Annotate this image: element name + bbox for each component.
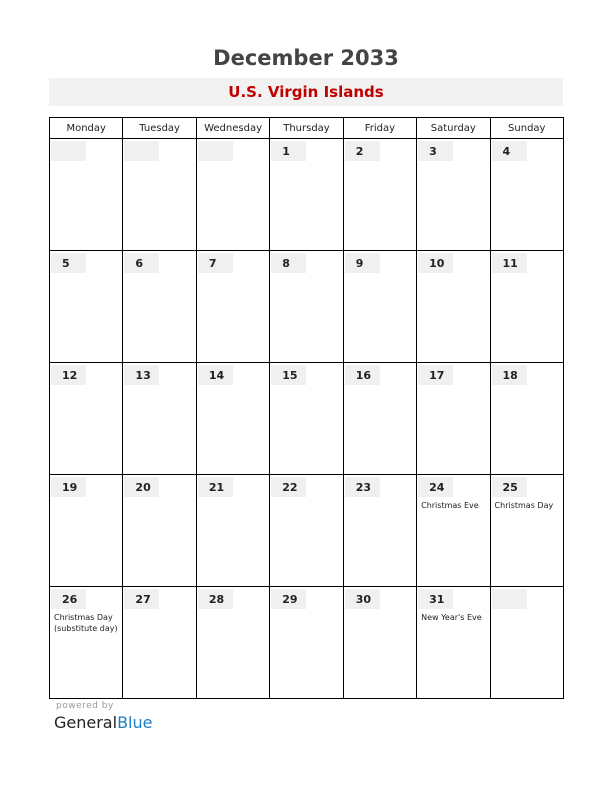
day-number-badge xyxy=(198,253,233,273)
day-cell xyxy=(196,475,269,587)
day-number-badge xyxy=(492,141,527,161)
weekday-header-row xyxy=(50,118,564,139)
day-number: 31 xyxy=(429,592,445,606)
day-number-badge xyxy=(51,253,86,273)
day-number-badge xyxy=(198,141,233,161)
day-number: 16 xyxy=(355,368,371,382)
week-row xyxy=(50,139,564,251)
day-cell xyxy=(417,139,490,251)
day-number: 12 xyxy=(62,368,78,382)
day-number-badge xyxy=(51,477,86,497)
day-number: 9 xyxy=(355,256,364,270)
day-number: 11 xyxy=(502,256,518,270)
day-number: 2 xyxy=(355,144,364,158)
day-cell xyxy=(270,251,343,363)
day-number-badge xyxy=(345,253,380,273)
day-number-badge xyxy=(198,477,233,497)
weekday-header: Sunday xyxy=(490,118,563,139)
day-number: 13 xyxy=(135,368,151,382)
day-number-badge xyxy=(492,477,527,497)
day-cell xyxy=(343,251,416,363)
day-number: 27 xyxy=(135,592,151,606)
day-cell xyxy=(50,363,123,475)
day-number-badge xyxy=(271,141,306,161)
day-number: 5 xyxy=(62,256,70,270)
day-number-badge xyxy=(271,253,306,273)
day-cell xyxy=(417,587,490,699)
day-cell xyxy=(123,251,196,363)
holiday-label: Christmas Eve xyxy=(421,501,479,510)
day-number: 17 xyxy=(429,368,445,382)
day-cell xyxy=(123,587,196,699)
day-number: 25 xyxy=(502,480,518,494)
day-number: 7 xyxy=(208,256,217,270)
day-number-badge xyxy=(124,477,159,497)
day-number: 30 xyxy=(355,592,371,606)
day-cell xyxy=(270,587,343,699)
day-cell xyxy=(417,363,490,475)
day-number-badge xyxy=(51,589,86,609)
day-cell xyxy=(490,139,563,251)
day-number: 26 xyxy=(62,592,78,606)
weekday-header: Monday xyxy=(50,118,123,139)
day-number-badge xyxy=(418,589,453,609)
day-cell xyxy=(417,251,490,363)
day-cell xyxy=(490,587,563,699)
powered-by-label: powered by xyxy=(56,701,114,711)
day-number: 1 xyxy=(282,144,290,158)
holiday-label: Christmas Day (substitute day) xyxy=(54,613,118,633)
day-number-badge xyxy=(51,141,86,161)
week-row xyxy=(50,363,564,475)
day-cell xyxy=(417,475,490,587)
day-number: 14 xyxy=(208,368,225,382)
day-cell xyxy=(123,475,196,587)
day-number-badge xyxy=(271,589,306,609)
day-cell xyxy=(490,363,563,475)
day-number: 6 xyxy=(135,256,144,270)
brand-general: General xyxy=(54,713,118,732)
day-number-badge xyxy=(124,141,159,161)
day-number: 8 xyxy=(282,256,290,270)
day-number: 10 xyxy=(429,256,445,270)
day-number: 28 xyxy=(208,592,225,606)
day-number-badge xyxy=(492,589,527,609)
day-cell xyxy=(343,363,416,475)
day-cell xyxy=(490,251,563,363)
day-number-badge xyxy=(271,365,306,385)
day-number: 4 xyxy=(502,144,511,158)
day-number: 22 xyxy=(282,480,298,494)
day-cell xyxy=(123,363,196,475)
day-cell xyxy=(343,587,416,699)
week-row xyxy=(50,251,564,363)
day-number: 18 xyxy=(502,368,518,382)
weekday-header: Saturday xyxy=(417,118,490,139)
day-cell xyxy=(50,251,123,363)
day-number-badge xyxy=(198,589,233,609)
day-number-badge xyxy=(198,365,233,385)
day-number-badge xyxy=(492,253,527,273)
week-row xyxy=(50,475,564,587)
day-cell xyxy=(270,363,343,475)
day-number-badge xyxy=(345,365,380,385)
day-number-badge xyxy=(345,589,380,609)
day-cell xyxy=(196,139,269,251)
day-number-badge xyxy=(345,141,380,161)
holiday-label: New Year's Eve xyxy=(421,613,482,622)
day-number: 20 xyxy=(135,480,151,494)
day-cell xyxy=(270,139,343,251)
day-number: 19 xyxy=(62,480,78,494)
day-cell xyxy=(270,475,343,587)
day-number: 15 xyxy=(282,368,298,382)
day-cell xyxy=(123,139,196,251)
day-number-badge xyxy=(271,477,306,497)
day-number-badge xyxy=(418,477,453,497)
day-number-badge xyxy=(418,365,453,385)
calendar-grid xyxy=(49,117,564,699)
day-cell xyxy=(196,363,269,475)
day-cell xyxy=(343,139,416,251)
day-number-badge xyxy=(492,365,527,385)
country-title: U.S. Virgin Islands xyxy=(49,78,563,106)
brand-logo[interactable] xyxy=(54,713,152,732)
day-number-badge xyxy=(124,589,159,609)
week-row xyxy=(50,587,564,699)
day-number-badge xyxy=(418,253,453,273)
day-cell xyxy=(50,139,123,251)
day-cell xyxy=(490,475,563,587)
day-number: 29 xyxy=(282,592,298,606)
weekday-header: Tuesday xyxy=(123,118,196,139)
weekday-header: Thursday xyxy=(270,118,343,139)
day-number: 24 xyxy=(429,480,445,494)
brand-blue: Blue xyxy=(117,713,153,732)
weekday-header: Wednesday xyxy=(196,118,269,139)
day-number-badge xyxy=(345,477,380,497)
day-number: 3 xyxy=(429,144,437,158)
day-number: 23 xyxy=(355,480,371,494)
day-cell xyxy=(196,587,269,699)
day-cell xyxy=(50,587,123,699)
day-number: 21 xyxy=(208,480,225,494)
day-cell xyxy=(196,251,269,363)
day-number-badge xyxy=(418,141,453,161)
weekday-header: Friday xyxy=(343,118,416,139)
day-cell xyxy=(343,475,416,587)
day-number-badge xyxy=(124,253,159,273)
day-number-badge xyxy=(124,365,159,385)
day-number-badge xyxy=(51,365,86,385)
day-cell xyxy=(50,475,123,587)
month-title: December 2033 xyxy=(213,46,399,70)
holiday-label: Christmas Day xyxy=(494,501,554,510)
